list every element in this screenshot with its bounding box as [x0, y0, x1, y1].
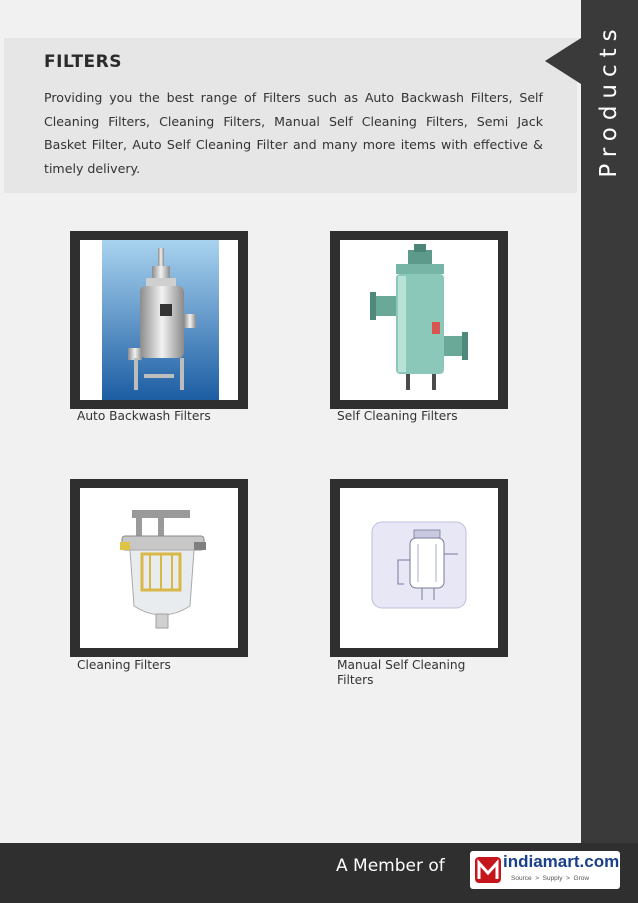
product-name-auto-backwash[interactable]: Auto Backwash Filters [77, 409, 211, 423]
page-title: FILTERS [44, 52, 122, 72]
member-of-text: A Member of [336, 856, 445, 876]
logo-name: indiamart.com [503, 852, 620, 871]
indiamart-m-icon [474, 855, 502, 885]
product-card-self-cleaning[interactable] [330, 231, 508, 409]
self-cleaning-filter-image[interactable] [340, 240, 498, 400]
product-name-cleaning[interactable]: Cleaning Filters [77, 658, 171, 672]
indiamart-logo[interactable] [470, 851, 620, 889]
header-pointer-arrow [545, 38, 581, 84]
product-name-self-cleaning[interactable]: Self Cleaning Filters [337, 409, 458, 423]
product-card-cleaning[interactable] [70, 479, 248, 657]
sidebar-label: Products [596, 22, 622, 178]
page-description: Providing you the best range of Filters such as Auto Backwash Filters, Self Cleaning Filters, Cleaning Filters, Manual Self Cleaning Filters, Semi Jack Basket Filter, Auto Self Cleaning Filter and many more items with effective & timely delivery. [44, 90, 543, 176]
manual-self-cleaning-filter-image[interactable] [340, 488, 498, 648]
product-name-manual-self-cleaning[interactable]: Manual Self Cleaning Filters [337, 658, 466, 687]
product-card-manual-self-cleaning[interactable] [330, 479, 508, 657]
cleaning-filter-image[interactable] [80, 488, 238, 648]
logo-tagline: Source > Supply > Grow [511, 875, 590, 882]
product-card-auto-backwash[interactable] [70, 231, 248, 409]
auto-backwash-filter-image[interactable] [80, 240, 238, 400]
